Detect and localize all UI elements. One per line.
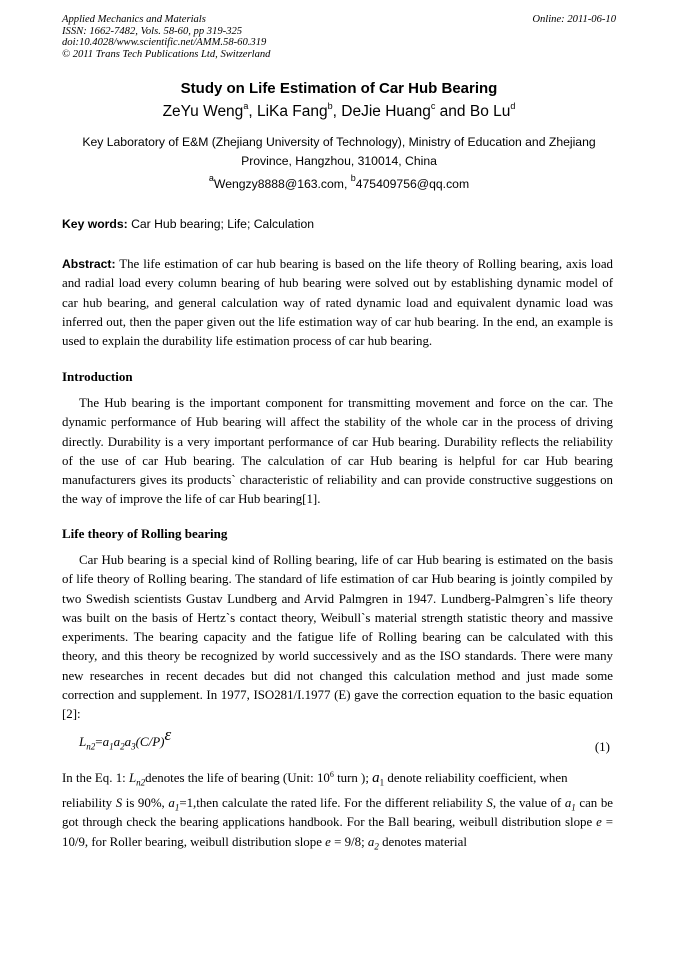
text-run: denotes material — [378, 834, 467, 849]
eq-ratio: (C/P) — [135, 734, 165, 749]
author-separator: , — [332, 103, 342, 120]
email-separator: , — [343, 177, 351, 191]
author-mark: b — [327, 101, 333, 111]
eq-symbol-a: a — [102, 734, 110, 749]
symbol-a: a — [564, 796, 572, 810]
text-run: is 90%, — [122, 796, 169, 810]
journal-issn: ISSN: 1662-7482, Vols. 58-60, pp 319-325 — [62, 25, 243, 37]
author-name: ZeYu Weng — [162, 103, 244, 120]
section-heading-introduction: Introduction — [62, 369, 133, 384]
eq-symbol-a: a — [124, 734, 132, 749]
author-mark: a — [243, 101, 249, 111]
equation-number: (1) — [594, 739, 610, 754]
explanation-text — [62, 794, 613, 852]
abstract-text: The life estimation of car hub bearing is based on the life theory of Rolling bearing, axis load and radial load every column bearing of hub bearing were solved out by establishing dynamic model of car hub bearing, and general calculation way of rated dynamic load and equivalent dynamic load was inferred out, then the paper given out the life estimation way of car hub bearing. In the end, an example is used to explain the durability life estimation process of car hub bearing. — [62, 257, 613, 349]
author-separator: , — [248, 103, 257, 120]
symbol-S: S — [115, 796, 123, 810]
keywords — [62, 217, 616, 231]
symbol-S: S — [486, 796, 493, 810]
email-mark: a — [208, 173, 214, 183]
eq-symbol-a: a — [113, 734, 121, 749]
eq-symbol-L: L — [79, 734, 87, 749]
symbol-e: e — [596, 815, 602, 830]
eq-sub: 3 — [131, 741, 136, 752]
symbol-sub: n2 — [136, 777, 146, 788]
author-name: DeJie Huang — [341, 103, 431, 120]
journal-copyright: © 2011 Trans Tech Publications Ltd, Switzerland — [62, 48, 271, 60]
paragraph-text: The Hub bearing is the important component for transmitting movement and force on the car. The dynamic performance of Hub bearing will affect the stability of the whole car in the process of driving directly. Durability is a very important performance of car Hub bearing. Durability reflects the reliability of the use of car Hub bearing. The calculation of car Hub bearing is helpful for car Hub bearing manufacturers gives its products` characteristic of reliability and can provide constructive suggestions on the way of improve the life of car Hub bearing[1]. — [62, 396, 613, 507]
text-run: = 9/8; — [330, 834, 368, 849]
email-link[interactable]: 475409756@qq.com — [355, 177, 470, 191]
affiliation: Key Laboratory of E&M (Zhejiang University of Technology), Ministry of Education and Zhejiang Province, Hangzhou, 310014, China — [82, 135, 596, 168]
text-run: =1,then calculate the rated life. For the different reliability — [179, 796, 487, 810]
eq-exponent: ε — [164, 725, 172, 744]
paragraph-text: Car Hub bearing is a special kind of Rolling bearing, life of car Hub bearing is estimated on the basis of life theory of Rolling bearing. The standard of life estimation of car Hub bearing is jointly compiled by two Swedish scientists Gustav Lundberg and Arvid Palmgren in 1947. Lundberg-Palmgren`s life theory was built on the basis of Hertz`s contact theory, Weibull`s material strength statistic theory and massive experiments. The bearing capacity and the fatigue life of Rolling bearing can be calculated with this theory, and this theory be recognized by world successively and as the ISO standards. There were many new researches in recent decades but did not changed this calculation method and just made some correction and supplement. In 1977, ISO281/I.1977 (E) gave the correction equation to the basic equation [2]: — [62, 553, 613, 722]
keywords-label: Key words: — [62, 217, 128, 231]
author-name: Bo Lu — [469, 103, 511, 120]
symbol-e: e — [325, 834, 331, 849]
eq-sub: 2 — [120, 741, 125, 752]
equation-explanation-continued — [62, 794, 613, 852]
text-run: , the value of — [492, 796, 565, 810]
keywords-text: Car Hub bearing; Life; Calculation — [131, 217, 315, 231]
eq-sub-n2: n2 — [86, 741, 96, 752]
equation-explanation — [62, 765, 613, 791]
text-run: turn ); — [333, 771, 373, 785]
symbol-a: a — [372, 770, 380, 786]
email-link[interactable]: Wengzy8888@163.com — [213, 177, 344, 191]
symbol-sub: 1 — [571, 802, 576, 813]
symbol-sub: 1 — [174, 802, 180, 813]
introduction-paragraph — [62, 394, 613, 510]
symbol-sub: 1 — [379, 777, 385, 788]
eq-sub: 1 — [109, 741, 114, 752]
text-run: reliability — [62, 796, 116, 810]
explanation-line-1 — [62, 765, 613, 791]
text-run: can be got through check the bearing applications handbook. For the Ball bearing, weibull distribution slope — [62, 796, 613, 830]
abstract-label: Abstract: — [62, 257, 116, 271]
symbol-a: a — [367, 834, 375, 849]
power: 6 — [329, 770, 334, 779]
life-theory-paragraph — [62, 551, 613, 725]
section-heading-life-theory: Life theory of Rolling bearing — [62, 526, 228, 541]
text-run: denote reliability coefficient, when — [384, 771, 568, 785]
online-date: Online: 2011-06-10 — [532, 14, 616, 25]
author-mark: c — [430, 101, 436, 111]
symbol-a: a — [168, 796, 175, 810]
text-run: = 10/9, for Roller bearing, weibull distribution slope — [62, 815, 613, 849]
paper-title: Study on Life Estimation of Car Hub Bearing — [180, 80, 498, 97]
journal-header — [62, 14, 616, 60]
equation-1 — [79, 725, 610, 754]
journal-doi: doi:10.4028/www.scientific.net/AMM.58-60.319 — [62, 37, 267, 49]
journal-name: Applied Mechanics and Materials — [62, 14, 206, 25]
abstract — [62, 255, 613, 351]
email-mark: b — [350, 173, 356, 183]
text-run: denotes the life of bearing (Unit: 10 — [145, 771, 330, 785]
author-separator: and — [435, 103, 470, 120]
symbol-sub: 2 — [374, 841, 379, 852]
author-list — [0, 103, 678, 121]
author-emails — [0, 173, 678, 191]
eq-equals: = — [95, 734, 103, 749]
author-mark: d — [510, 101, 516, 111]
symbol-L: L — [128, 771, 137, 785]
author-name: LiKa Fang — [256, 103, 328, 120]
text-run: In the Eq. 1: — [62, 771, 129, 785]
